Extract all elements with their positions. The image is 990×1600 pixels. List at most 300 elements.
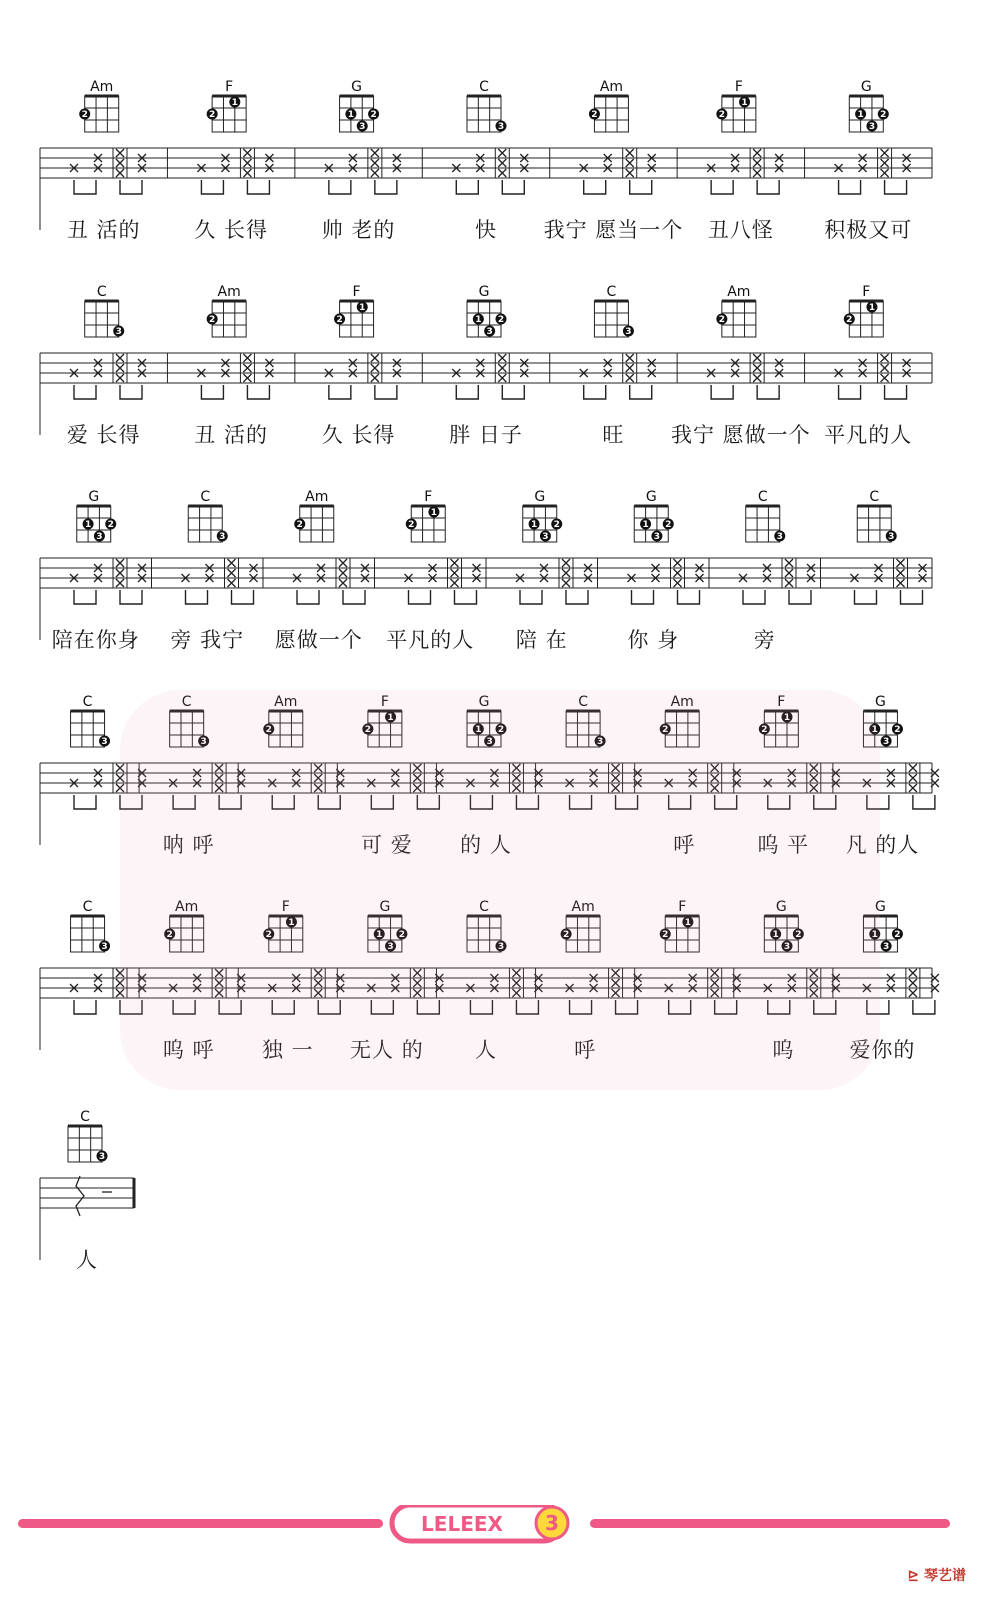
chord-finger-number: 2 [265,725,272,735]
chord-name: Am [571,899,595,915]
lyric-text: 我宁 愿做一个 [671,423,811,447]
strum-x [909,764,917,772]
strum-x [371,149,379,157]
tab-row [40,1109,134,1272]
beam [520,590,542,604]
beam [74,385,96,399]
beam [616,1000,638,1014]
measure [660,694,741,857]
strum-x [371,364,379,372]
beam [417,1000,439,1014]
chord-finger-number: 1 [288,918,295,928]
beam [120,1000,142,1014]
chord-finger-number: 1 [868,303,876,313]
beam [743,590,765,604]
strum-x [711,989,719,997]
chord-name: F [380,694,389,710]
chord-name: G [478,284,490,300]
strum-x [881,149,889,157]
beam [502,385,524,399]
strum-x [810,969,818,977]
chord-finger-number: 1 [871,930,878,940]
beam [329,180,351,194]
chord-finger-number: 2 [497,315,505,325]
beam [502,180,524,194]
strum-x [612,989,620,997]
strum-x [897,569,905,577]
beam [74,590,96,604]
footer-logo-text: LELEEX [421,1512,503,1536]
chord-finger-number: 3 [625,327,632,337]
chord-finger-number: 3 [200,737,207,747]
strum-x [339,579,347,587]
tab-row [40,284,932,447]
measure [350,899,443,1062]
chord-name: G [775,899,787,915]
beam [669,795,691,809]
beam [470,795,492,809]
chord-name: C [82,899,93,915]
beam [343,590,365,604]
chord-name: C [96,284,107,300]
strum-x [339,569,347,577]
measure [849,899,938,1062]
chord-finger-number: 3 [101,942,108,952]
chord-name: F [424,489,433,505]
strum-x [881,169,889,177]
beam [272,1000,294,1014]
chord-finger-number: 3 [868,122,876,132]
arpeggio-mark [76,1176,84,1216]
chord-finger-number: 1 [231,98,238,108]
strum-x [215,774,223,782]
beam [186,590,208,604]
strum-x [116,784,124,792]
strum-x [498,149,506,157]
strum-x [498,374,506,382]
beam [219,795,241,809]
strum-x [753,159,761,167]
chord-finger-number: 3 [882,942,890,952]
chord-name: Am [175,899,199,915]
measure [163,899,245,1062]
beam [329,385,351,399]
strum-x [228,559,236,567]
chord-finger-number: 2 [209,110,216,120]
lyric-text: 人 [475,1038,497,1062]
strum-x [314,989,322,997]
measure [627,489,709,652]
lyric-text: 陪 在 [515,628,568,652]
chord-name: C [479,899,489,915]
chord-finger-number: 2 [408,520,415,530]
measure [764,899,840,1062]
chord-name: F [678,899,687,915]
lyric-text: 旁 [753,628,776,652]
lyric-text: 丑八怪 [707,218,774,242]
measure [566,694,642,809]
lyric-text: 呜 呼 [162,1038,215,1062]
beam [247,385,269,399]
measure [386,489,486,652]
beam [630,385,652,399]
chord-finger-number: 1 [684,918,692,928]
chord-name: C [80,1109,90,1125]
beam [885,180,907,194]
lyric-text: 呜 [772,1038,795,1062]
lyric-text: 呜 平 [757,833,810,857]
chord-finger-number: 2 [497,725,505,735]
beam [232,590,254,604]
chord-finger-number: 1 [741,98,748,108]
strum-x [314,764,322,772]
brand-icon: ⊵ [907,1568,920,1584]
chord-name: G [351,79,363,95]
chord-name: Am [217,284,241,300]
chord-finger-number: 2 [894,930,901,940]
measure [580,284,677,447]
chord-finger-number: 2 [209,315,216,325]
beam [173,1000,195,1014]
measure [70,694,146,809]
chord-finger-number: 3 [888,532,895,542]
strum-x [881,374,889,382]
chord-finger-number: 2 [894,725,901,735]
brand-mark [907,1565,966,1585]
strum-x [753,169,761,177]
measure [739,489,821,652]
chord-name: C [578,694,589,710]
beam [789,590,811,604]
beam [456,180,478,194]
strum-x [314,774,322,782]
lyric-text: 平凡的人 [824,423,913,447]
measure [322,79,423,242]
strum-x [243,374,251,382]
measure [449,284,550,447]
chord-finger-number: 3 [219,532,226,542]
beam [318,1000,340,1014]
beam [669,1000,691,1014]
beam [855,590,877,604]
measure [275,489,375,652]
chord-finger-number: 1 [871,725,878,735]
strum-x [562,569,570,577]
chord-finger-number: 1 [387,713,394,723]
chord-finger-number: 2 [562,930,570,940]
strum-x [897,579,905,587]
strum-x [228,579,236,587]
chord-name: Am [599,79,624,95]
strum-x [116,374,124,382]
strum-x [116,169,124,177]
beam [247,180,269,194]
strum-x [215,969,223,977]
beam [74,795,96,809]
lyric-text: 陪在你身 [51,628,140,652]
strum-x [498,169,506,177]
strum-x [451,559,459,567]
beam [630,180,652,194]
beam [455,590,477,604]
beam [768,795,790,809]
measure [660,899,741,1014]
chord-finger-number: 3 [497,942,505,952]
strum-x [626,374,634,382]
strum-x [116,569,124,577]
lyric-text: 愿做一个 [274,628,363,652]
strum-x [881,159,889,167]
chord-finger-number: 3 [653,532,661,542]
lyric-text: 呐 呼 [162,833,215,857]
beam [470,1000,492,1014]
lyric-text: 旺 [602,423,625,447]
lyric-text: 丑 活的 [194,423,268,447]
brand-name: 琴艺谱 [924,1568,966,1584]
chord-finger-number: 2 [81,110,88,120]
lyric-text: 旁 我宁 [170,628,245,652]
strum-x [451,569,459,577]
footer-bar-left [18,1519,383,1528]
strum-x [562,559,570,567]
strum-x [753,354,761,362]
beam [201,385,223,399]
chord-finger-number: 3 [882,737,890,747]
chord-name: Am [305,489,329,505]
beam [715,1000,737,1014]
strum-x [909,989,917,997]
lyric-text: 快 [475,218,497,242]
tab-row [40,489,932,652]
chord-name: C [869,489,880,505]
chord-finger-number: 2 [398,930,406,940]
beam [839,385,861,399]
chord-finger-number: 1 [347,110,355,120]
strum-x [116,969,124,977]
strum-x [897,559,905,567]
measure [452,79,549,242]
strum-x [314,979,322,987]
footer-bar-right [590,1519,950,1528]
strum-x [785,559,793,567]
chord-finger-number: 1 [530,520,538,530]
measure [263,694,344,809]
strum-x [909,969,917,977]
strum-x [711,784,719,792]
beam [272,795,294,809]
chord-finger-number: 3 [542,532,549,542]
chord-name: G [478,694,490,710]
chord-finger-number: 2 [265,930,272,940]
strum-x [626,364,634,372]
strum-x [909,784,917,792]
strum-x [116,764,124,772]
lyric-text: 丑 活的 [66,218,141,242]
strum-x [371,354,379,362]
chord-finger-number: 3 [359,122,366,132]
chord-finger-number: 1 [783,713,791,723]
strum-x [753,364,761,372]
lyric-text: 我宁 愿当一个 [543,218,684,242]
strum-x [674,569,682,577]
strum-x [339,559,347,567]
strum-x [215,784,223,792]
lyric-text: 无人 的 [350,1038,424,1062]
strum-x [711,774,719,782]
beam [711,385,733,399]
beam [867,795,889,809]
strum-x [810,979,818,987]
chord-name: C [606,284,617,300]
beam [120,385,142,399]
strum-x [612,969,620,977]
measure [466,899,542,1062]
strum-x [243,169,251,177]
chord-finger-number: 1 [772,930,779,940]
strum-x [785,569,793,577]
strum-x [674,579,682,587]
chord-finger-number: 2 [665,520,672,530]
chord-name: F [862,284,871,300]
chord-name: Am [274,694,298,710]
chord-finger-number: 1 [430,508,438,518]
strum-x [243,149,251,157]
chord-finger-number: 1 [475,315,482,325]
strum-x [512,784,520,792]
lyric-text: 呼 [574,1038,597,1062]
strum-x [810,774,818,782]
measure [846,694,939,857]
chord-name: C [757,489,768,505]
strum-x [881,364,889,372]
chord-name: C [479,79,489,95]
chord-finger-number: 2 [370,110,377,120]
chord-finger-number: 3 [101,737,108,747]
measure [544,79,684,242]
measure [561,899,642,1062]
chord-finger-number: 2 [166,930,173,940]
strum-x [498,159,506,167]
strum-x [498,364,506,372]
chord-finger-number: 2 [336,315,343,325]
strum-x [711,969,719,977]
chord-finger-number: 2 [553,520,560,530]
chord-name: F [225,79,234,95]
strum-x [116,559,124,567]
strum-x [612,784,620,792]
chord-name: C [181,694,192,710]
beam [715,795,737,809]
measure [757,694,839,857]
chord-finger-number: 2 [662,930,669,940]
beam [814,1000,836,1014]
beam [566,590,588,604]
measure [671,284,811,447]
strum-x [371,169,379,177]
strum-x [626,354,634,362]
chord-finger-number: 3 [96,532,103,542]
chord-finger-number: 3 [776,532,783,542]
measure [851,489,933,604]
chord-name: F [281,899,290,915]
chord-name: F [777,694,786,710]
chord-name: G [875,899,886,915]
strum-x [562,579,570,587]
beam [120,795,142,809]
chord-finger-number: 2 [296,520,303,530]
strum-x [512,764,520,772]
measure [170,489,263,652]
lyric-text: 久 长得 [194,218,268,242]
beam [839,180,861,194]
strum-x [116,354,124,362]
measure [707,79,804,242]
chord-finger-number: 2 [761,725,768,735]
strum-x [116,364,124,372]
tab-rows [40,79,939,1272]
beam [74,1000,96,1014]
strum-x [116,979,124,987]
strum-x [116,774,124,782]
beam [632,590,654,604]
measure [516,489,598,652]
chord-finger-number: 2 [107,520,114,530]
measure [67,79,168,242]
strum-x [711,979,719,987]
strum-x [228,569,236,577]
measure [52,489,152,652]
chord-name: F [352,284,361,300]
chord-name: F [734,79,743,95]
measure [262,899,344,1062]
measure [67,284,168,447]
beam [371,1000,393,1014]
tab-row [40,899,939,1062]
beam [584,180,606,194]
strum-x [626,159,634,167]
beam [913,1000,935,1014]
strum-x [116,989,124,997]
chord-finger-number: 3 [387,942,394,952]
beam [616,795,638,809]
chord-finger-number: 2 [662,725,669,735]
beam [814,795,836,809]
beam [417,795,439,809]
lyric-text: 独 一 [261,1038,314,1062]
chord-name: G [645,489,657,505]
beam [867,1000,889,1014]
strum-x [314,969,322,977]
measure [824,79,932,242]
strum-x [371,374,379,382]
strum-x [612,764,620,772]
strum-x [413,784,421,792]
chord-finger-number: 3 [115,327,122,337]
strum-x [413,969,421,977]
strum-x [512,774,520,782]
strum-x [909,979,917,987]
beam [757,180,779,194]
chord-finger-number: 2 [364,725,372,735]
strum-x [116,149,124,157]
strum-x [413,764,421,772]
strum-x [215,979,223,987]
chord-name: G [860,79,872,95]
strum-x [243,159,251,167]
lyric-text: 平凡的人 [386,628,475,652]
lyric-text: 人 [76,1248,98,1272]
chord-finger-number: 2 [846,315,853,325]
